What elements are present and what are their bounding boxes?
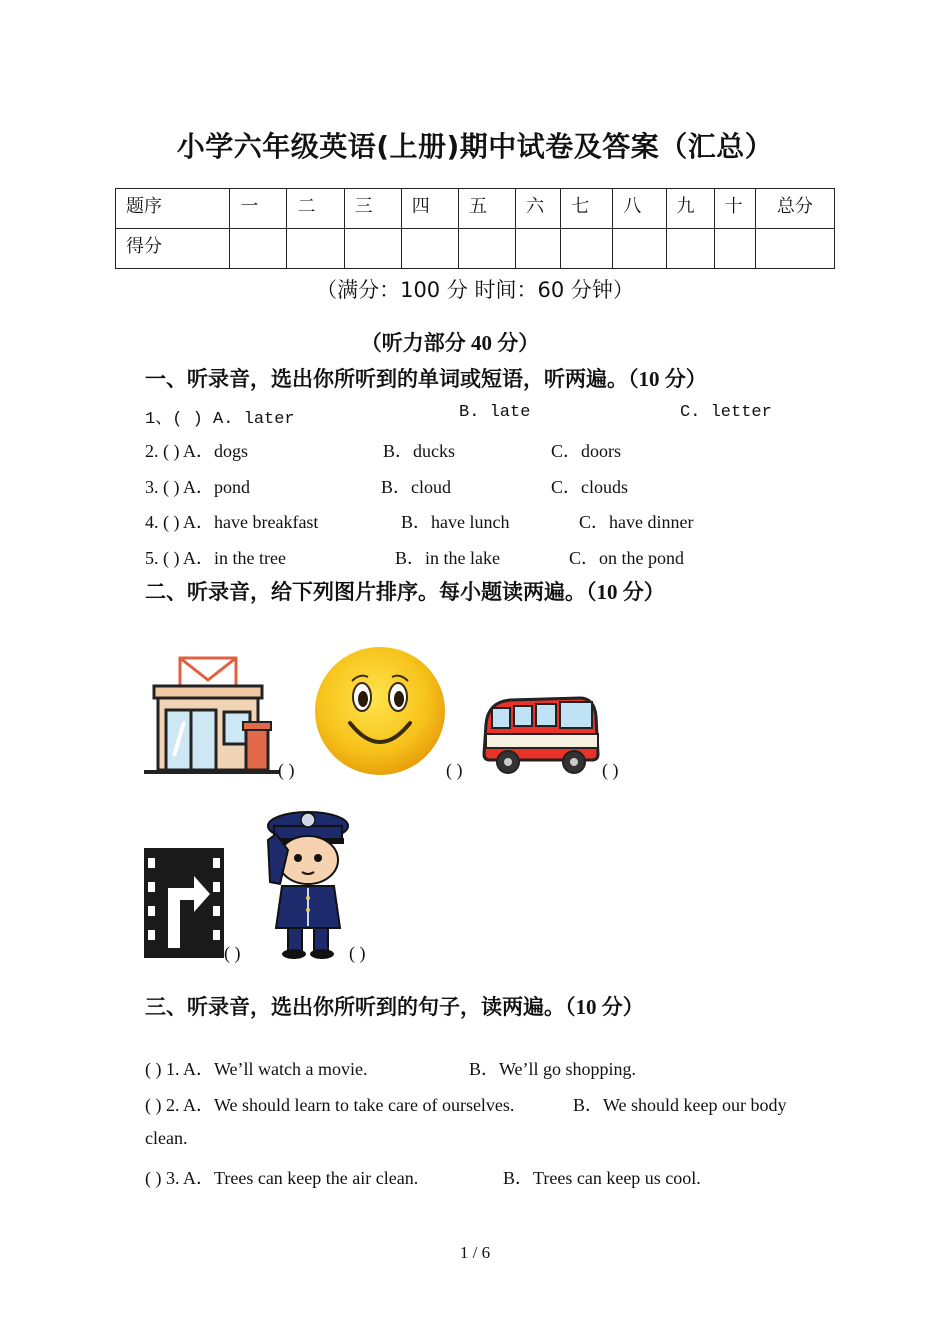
police-officer-image: [258, 804, 350, 960]
score-input-cell[interactable]: [755, 229, 834, 269]
score-table-header-row: [116, 189, 835, 229]
sentence-question-2-a: ( ) 2. A．We should learn to take care of ourselves.: [145, 1095, 515, 1115]
table-cell: 四: [401, 189, 458, 229]
table-cell: 总分: [755, 189, 834, 229]
table-cell: 题序: [116, 189, 230, 229]
table-cell: 十: [714, 189, 755, 229]
sentence-question-3-b: B．Trees can keep us cool.: [503, 1168, 701, 1188]
page-title: 小学六年级英语(上册)期中试卷及答案（汇总）: [176, 130, 774, 163]
question-4-c: C．have dinner: [579, 512, 694, 532]
sentence-question-2-continuation: clean.: [145, 1128, 188, 1148]
table-cell: 八: [613, 189, 666, 229]
table-cell: 五: [458, 189, 515, 229]
score-input-cell[interactable]: [344, 229, 401, 269]
question-5-c: C．on the pond: [569, 548, 684, 568]
table-cell: 二: [287, 189, 344, 229]
score-time-info: （满分：100 分 时间：60 分钟）: [316, 278, 634, 302]
sentence-question-1-a: ( ) 1. A．We’ll watch a movie.: [145, 1059, 368, 1079]
listening-subtitle: （听力部分 40 分）: [360, 331, 540, 355]
question-5-a: 5. ( ) A．in the tree: [145, 548, 286, 568]
answer-bracket-1[interactable]: ( ): [278, 760, 295, 780]
score-input-cell[interactable]: [458, 229, 515, 269]
question-3-a: 3. ( ) A．pond: [145, 477, 250, 497]
question-2-c: C．doors: [551, 441, 622, 461]
sentence-question-3-a: ( ) 3. A．Trees can keep the air clean.: [145, 1168, 419, 1188]
turn-right-sign-image: [144, 848, 224, 958]
question-3-c: C．clouds: [551, 477, 629, 497]
answer-bracket-5[interactable]: ( ): [349, 943, 366, 963]
sentence-question-1-b: B．We’ll go shopping.: [469, 1059, 637, 1079]
question-2-a: 2. ( ) A．dogs: [145, 441, 248, 461]
bus-image: [480, 694, 602, 776]
question-4-a: 4. ( ) A．have breakfast: [145, 512, 319, 532]
score-input-cell[interactable]: [666, 229, 714, 269]
question-3-b: B．cloud: [381, 477, 451, 497]
table-cell: 七: [561, 189, 613, 229]
table-cell: 得分: [116, 229, 230, 269]
question-1-c: C. letter: [680, 403, 772, 422]
smiley-face-image: [312, 645, 448, 777]
score-input-cell[interactable]: [287, 229, 344, 269]
answer-bracket-4[interactable]: ( ): [224, 943, 241, 963]
sentence-question-2-b: B．We should keep our body: [573, 1095, 787, 1115]
question-2-b: B．ducks: [383, 441, 455, 461]
question-1-b: B. late: [459, 403, 531, 422]
score-input-cell[interactable]: [401, 229, 458, 269]
score-table: [115, 188, 835, 269]
section-3-heading: 三、听录音，选出你所听到的句子，读两遍。（10 分）: [145, 995, 644, 1019]
score-input-cell[interactable]: [714, 229, 755, 269]
section-2-heading: 二、听录音，给下列图片排序。每小题读两遍。（10 分）: [145, 580, 665, 604]
table-cell: 一: [230, 189, 287, 229]
question-1-a: 1、( ) A. later: [145, 410, 295, 429]
score-input-cell[interactable]: [230, 229, 287, 269]
table-cell: 九: [666, 189, 714, 229]
score-table-score-row: [116, 229, 835, 269]
page-number: 1 / 6: [459, 1243, 491, 1262]
post-office-image: [144, 656, 280, 776]
score-input-cell[interactable]: [613, 229, 666, 269]
score-input-cell[interactable]: [516, 229, 561, 269]
table-cell: 三: [344, 189, 401, 229]
answer-bracket-3[interactable]: ( ): [602, 760, 619, 780]
question-5-b: B．in the lake: [395, 548, 500, 568]
question-4-b: B．have lunch: [401, 512, 510, 532]
score-input-cell[interactable]: [561, 229, 613, 269]
answer-bracket-2[interactable]: ( ): [446, 760, 463, 780]
table-cell: 六: [516, 189, 561, 229]
section-1-heading: 一、听录音，选出你所听到的单词或短语，听两遍。（10 分）: [145, 367, 707, 391]
